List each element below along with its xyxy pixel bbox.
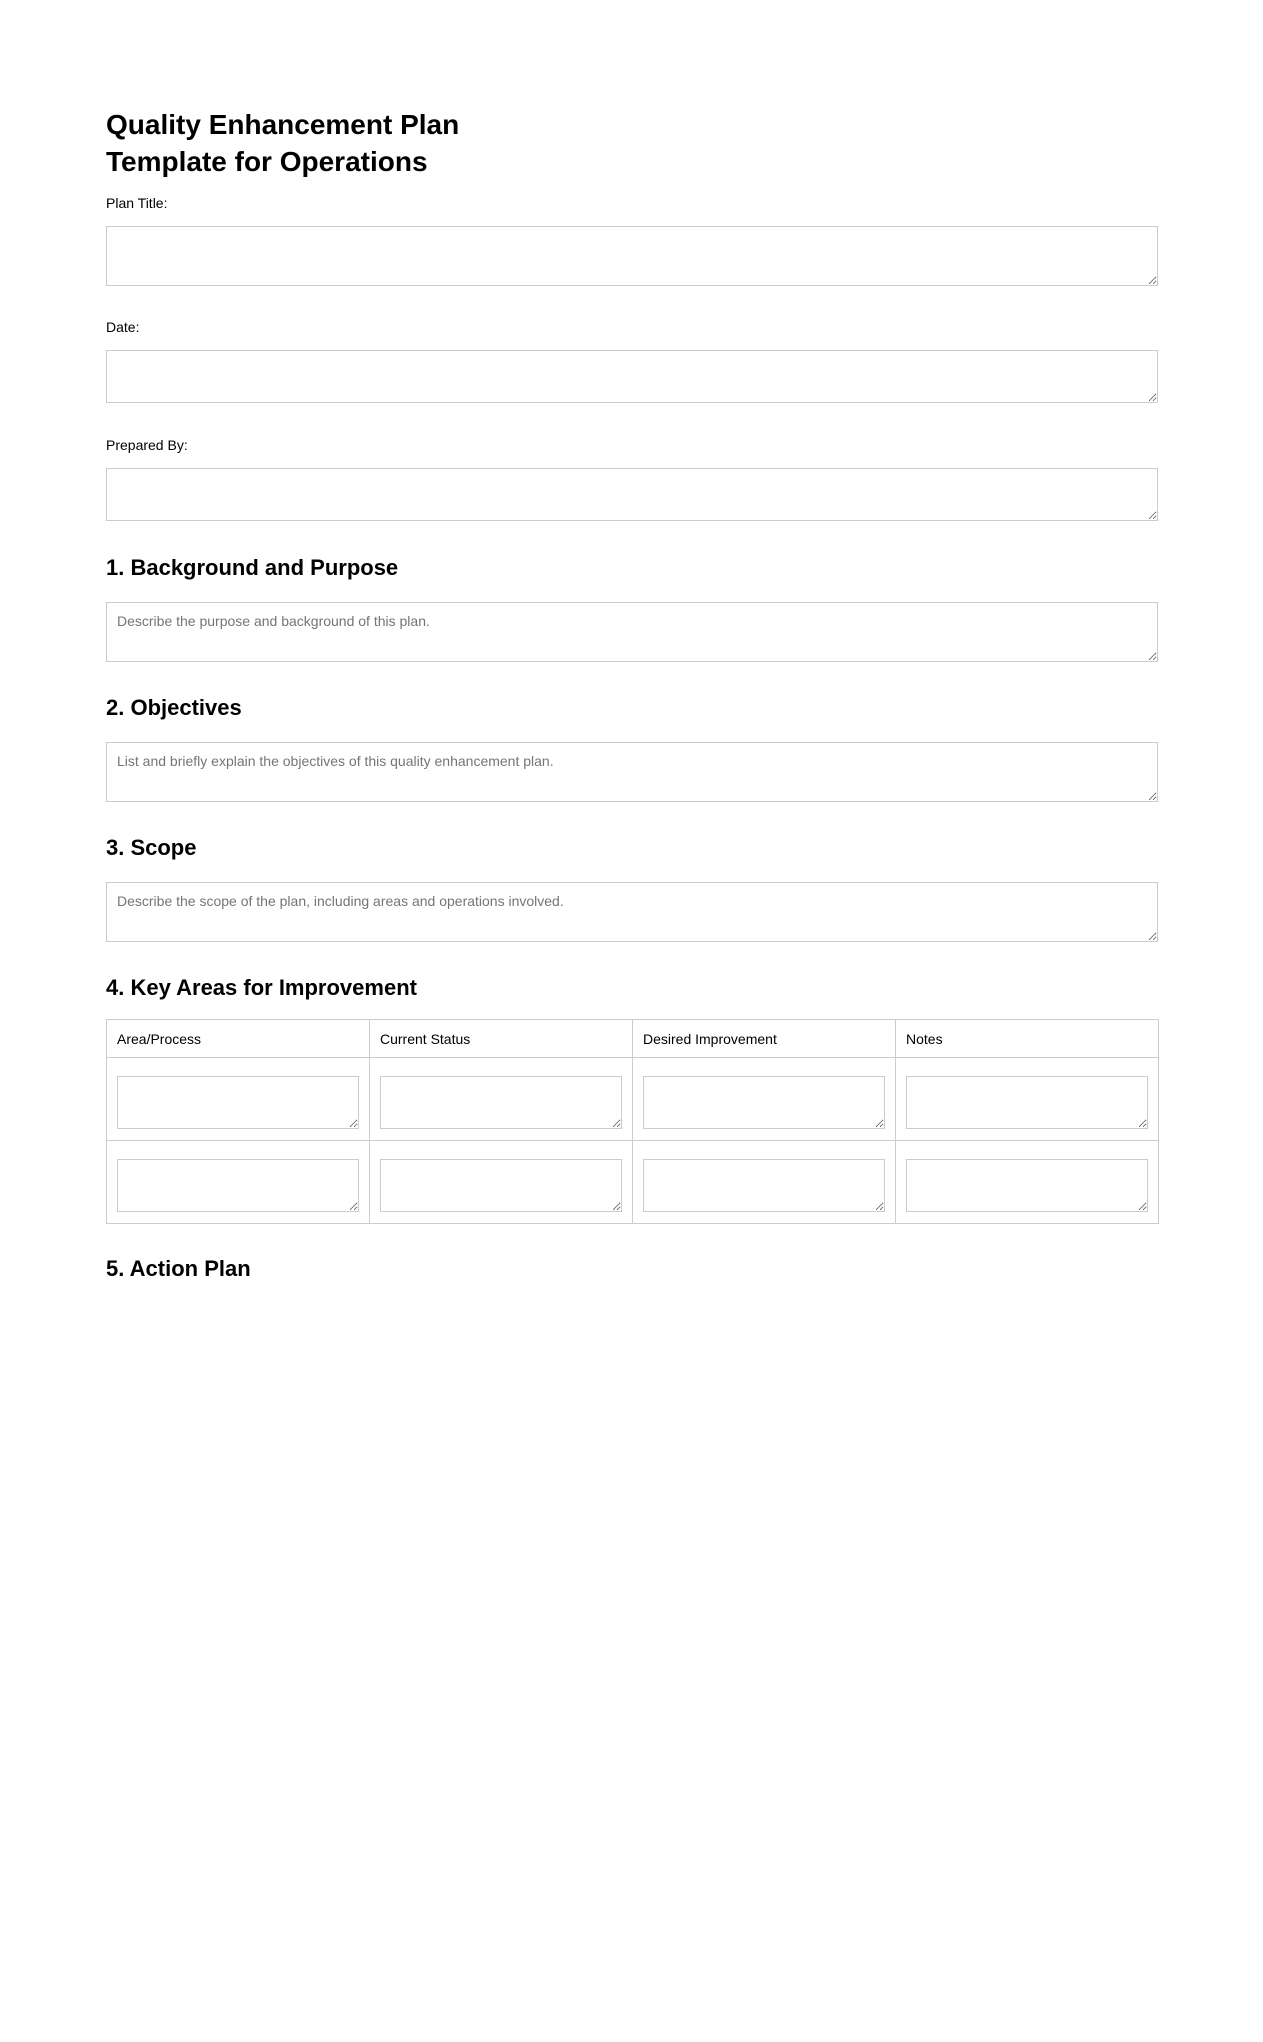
prepared-by-input[interactable] — [106, 468, 1158, 521]
section-heading-background: 1. Background and Purpose — [106, 555, 399, 580]
column-header-area-process: Area/Process — [107, 1020, 370, 1058]
area-process-input-row-2[interactable] — [117, 1159, 359, 1212]
date-label: Date: — [106, 319, 140, 335]
page-title: Quality Enhancement Plan Template for Operations — [106, 109, 460, 177]
table-cell — [896, 1058, 1159, 1141]
area-process-input-row-1[interactable] — [117, 1076, 359, 1129]
section-heading-objectives: 2. Objectives — [106, 695, 242, 720]
table-cell — [107, 1058, 370, 1141]
current-status-input-row-1[interactable] — [380, 1076, 622, 1129]
table-cell — [107, 1141, 370, 1224]
date-input[interactable] — [106, 350, 1158, 403]
desired-improvement-input-row-2[interactable] — [643, 1159, 885, 1212]
key-areas-table — [106, 1019, 1159, 1224]
current-status-input-row-2[interactable] — [380, 1159, 622, 1212]
prepared-by-label: Prepared By: — [106, 437, 188, 453]
plan-title-label: Plan Title: — [106, 195, 168, 211]
table-cell — [633, 1058, 896, 1141]
background-purpose-input[interactable] — [106, 602, 1158, 662]
table-cell — [633, 1141, 896, 1224]
table-row — [107, 1141, 1159, 1224]
column-header-current-status: Current Status — [370, 1020, 633, 1058]
section-heading-scope: 3. Scope — [106, 835, 197, 860]
desired-improvement-input-row-1[interactable] — [643, 1076, 885, 1129]
column-header-desired-improvement: Desired Improvement — [633, 1020, 896, 1058]
section-heading-key-areas: 4. Key Areas for Improvement — [106, 975, 417, 1000]
table-cell — [370, 1058, 633, 1141]
notes-input-row-2[interactable] — [906, 1159, 1148, 1212]
column-header-notes: Notes — [896, 1020, 1159, 1058]
notes-input-row-1[interactable] — [906, 1076, 1148, 1129]
plan-title-input[interactable] — [106, 226, 1158, 286]
section-heading-action-plan: 5. Action Plan — [106, 1256, 251, 1281]
table-cell — [370, 1141, 633, 1224]
table-header-row — [107, 1020, 1159, 1058]
table-row — [107, 1058, 1159, 1141]
scope-input[interactable] — [106, 882, 1158, 942]
objectives-input[interactable] — [106, 742, 1158, 802]
table-cell — [896, 1141, 1159, 1224]
